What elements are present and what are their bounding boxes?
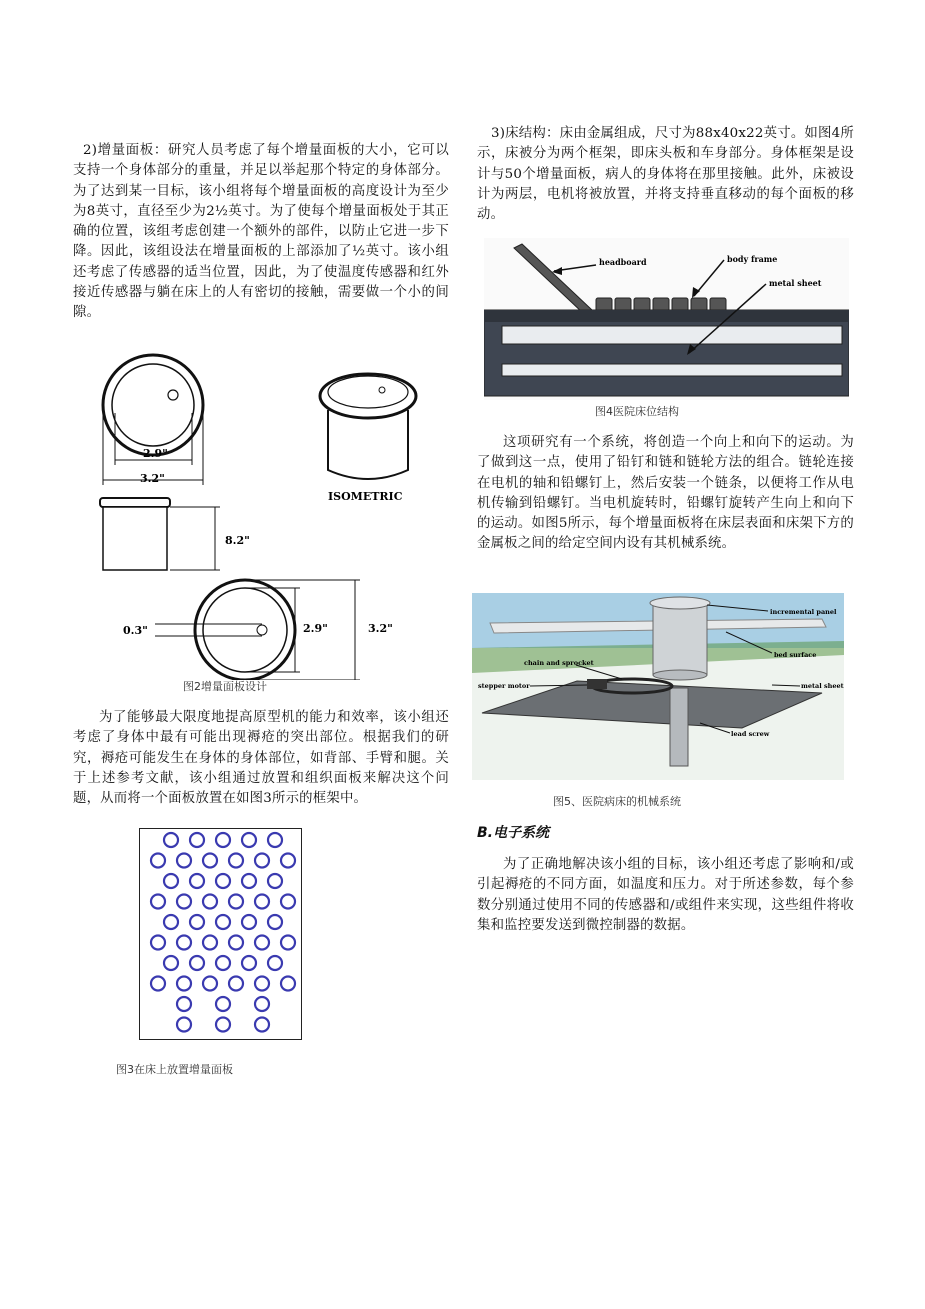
right-paragraph-3: 为了正确地解决该小组的目标，该小组还考虑了影响和/或引起褥疮的不同方面，如温度和压力。对于所述参数，每个参数分别通过使用不同的传感器和/或组件来实现，这些组件将收集和监控要发送到微控制器的数据。: [477, 857, 854, 933]
fig2-bottom-outer-ring: [195, 580, 295, 680]
fig2-dim-top-inner: 2.9": [143, 447, 168, 460]
fig4-label-body-frame: body frame: [727, 254, 778, 264]
figure-2-caption: 图2增量面板设计: [183, 680, 267, 693]
fig5-label-chain: chain and sprocket: [524, 659, 594, 667]
right-paragraph-2: 这项研究有一个系统，将创造一个向上和向下的运动。为了做到这一点，使用了铅钉和链和链轮方法的组合。链轮连接在电机的轴和铅螺钉上，然后安装一个链条，以便将工作从电机传输到铅螺钉。当电机旋转时，铅螺钉旋转产生向上和向下的运动。如图5所示，每个增量面板将在床层表面和床架下方的金属板之间的给定空间内设有其机械系统。: [477, 435, 854, 552]
fig5-stepper: [587, 679, 607, 689]
right-column-lower: [477, 855, 854, 936]
fig5-label-lead-screw: lead screw: [731, 730, 770, 738]
left-column: [73, 141, 449, 324]
fig4-label-metal-sheet: metal sheet: [769, 278, 822, 288]
right-column-middle: [477, 433, 854, 555]
fig2-top-outer-ring: [103, 355, 203, 455]
fig2-isometric-label: ISOMETRIC: [328, 490, 403, 503]
figure-4-caption: 图4医院床位结构: [595, 405, 679, 418]
figure-3-caption: 图3在床上放置增量面板: [116, 1063, 233, 1076]
fig4-body-frame: [484, 310, 849, 396]
left-column-lower: [73, 708, 449, 809]
fig4-label-headboard: headboard: [599, 257, 647, 267]
figure-2-panel-design: [95, 340, 435, 680]
fig2-dim-gap: 0.3": [123, 624, 148, 637]
left-paragraph-2: 为了能够最大限度地提高原型机的能力和效率，该小组还考虑了身体中最有可能出现褥疮的突出部位。根据我们的研究，褥疮可能发生在身体的身体部位，如背部、手臂和腿。关于上述参考文献，该小组通过放置和组织面板来解决这个问题，从而将一个面板放置在如图3所示的框架中。: [73, 710, 449, 807]
fig2-iso-body: [328, 410, 408, 479]
section-heading-electronics: B.电子系统: [477, 825, 549, 841]
fig2-dim-height: 8.2": [225, 534, 250, 547]
fig2-side-body: [103, 507, 167, 570]
fig2-dim-top-outer: 3.2": [140, 472, 165, 485]
fig5-incremental-panel: [653, 603, 707, 675]
figure-5-mechanical-system: [472, 593, 844, 780]
fig2-iso-lid: [320, 374, 416, 418]
fig5-lead-screw: [670, 688, 688, 766]
fig2-dim-bottom-outer: 3.2": [368, 622, 393, 635]
right-paragraph-1: 3)床结构：床由金属组成，尺寸为88x40x22英寸。如图4所示，床被分为两个框架，即床头板和车身部分。身体框架是设计与50个增量面板，病人的身体将在那里接触。此外，床被设计为两层，电机将被放置，并将支持垂直移动的每个面板的移动。: [477, 126, 854, 223]
fig5-label-metal-sheet: metal sheet: [801, 682, 844, 690]
left-paragraph-1: 2)增量面板：研究人员考虑了每个增量面板的大小，它可以支持一个身体部分的重量，并足以举起那个特定的身体部分。为了达到某一目标，该小组将每个增量面板的高度设计为至少为8英寸，直径至少为2½英寸。为了使每个增量面板处于其正确的位置，该组考虑创建一个额外的部件，以防止它进一步下降。因此，该组设法在增量面板的上部添加了½英寸。该小组还考虑了传感器的适当位置，因此，为了使温度传感器和红外接近传感器与躺在床上的人有密切的接触，需要做一个小的间隙。: [73, 143, 449, 321]
figure-5-caption: 图5、医院病床的机械系统: [553, 795, 681, 808]
fig2-top-inner-ring: [112, 364, 194, 446]
fig5-label-bed-surface: bed surface: [774, 651, 817, 659]
fig5-label-incremental-panel: incremental panel: [770, 608, 837, 616]
fig2-dim-bottom-inner: 2.9": [303, 622, 328, 635]
fig5-label-stepper: stepper motor: [478, 682, 530, 690]
fig2-bottom-inner-ring: [203, 588, 287, 672]
figure-4-bed-structure: [484, 238, 849, 400]
right-column: [477, 124, 854, 225]
fig2-top-hole: [168, 390, 178, 400]
figure-3-panel-placement: [139, 828, 302, 1040]
